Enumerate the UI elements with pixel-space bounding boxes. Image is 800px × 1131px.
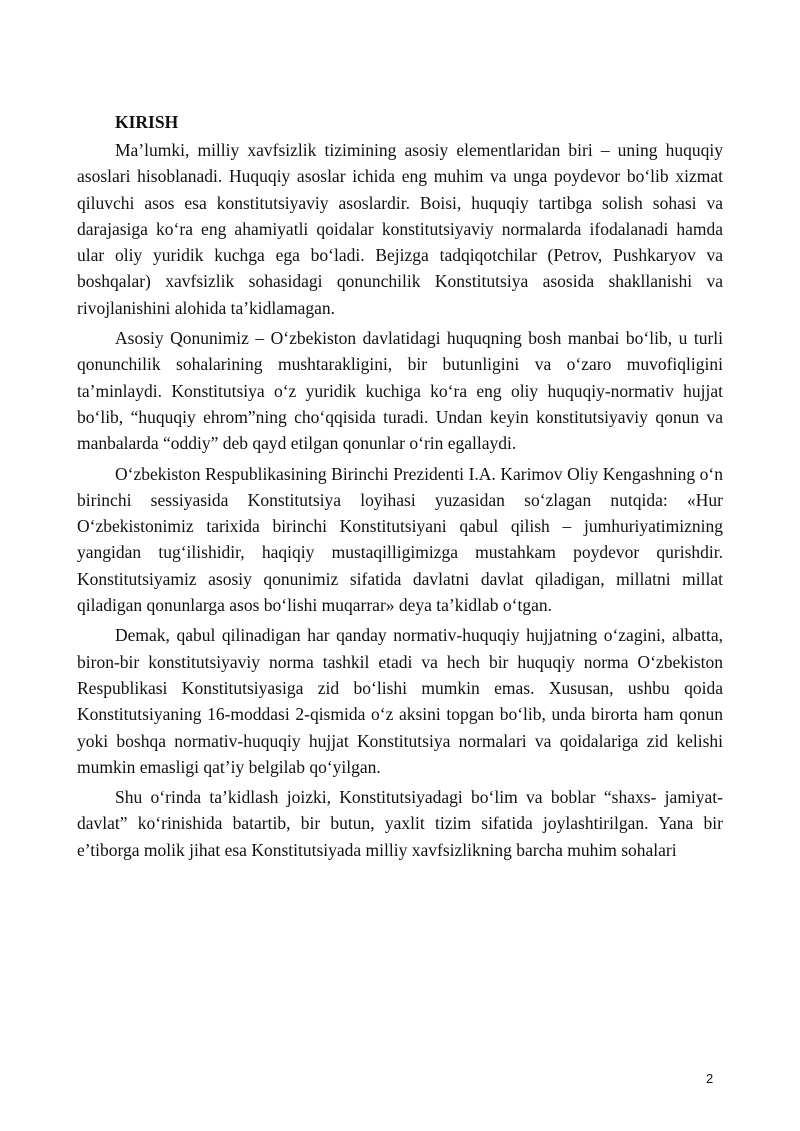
paragraph-3: O‘zbekiston Respublikasining Birinchi Prezidenti I.A. Karimov Oliy Kengashning o‘n birinchi sessiyasida Konstitutsiya loyihasi yuzasidan so‘zlagan nutqida: «Hur O‘zbekistonimiz tarixida birinchi Konstitutsiyani qabul qilish – jumhuriyatimizning yangidan tug‘ilishidir, haqiqiy mustaqilligimizga mustahkam poydevor qurishdir. Konstitutsiyamiz asosiy qonunimiz sifatida davlatni davlat qiladigan, millatni millat qiladigan qonunlarga asos bo‘lishi muqarrar» deya ta’kidlab o‘tgan. <box>77 463 723 616</box>
page-number: 2 <box>706 1071 714 1086</box>
page-content <box>77 108 723 867</box>
section-heading: KIRISH <box>115 112 179 132</box>
paragraph-5: Shu o‘rinda ta’kidlash joizki, Konstitutsiyadagi bo‘lim va boblar “shaxs- jamiyat-davlat” ko‘rinishida batartib, bir butun, yaxlit tizim sifatida joylashtirilgan. Yana bir e’tiborga molik jihat esa Konstitutsiyada milliy xavfsizlikning barcha muhim sohalari <box>77 787 723 860</box>
paragraph-2: Asosiy Qonunimiz – O‘zbekiston davlatidagi huquqning bosh manbai bo‘lib, u turli qonunchilik sohalarining mushtarakligini, bir butunligini va o‘zaro muvofiqligini ta’minlaydi. Konstitutsiya o‘z yuridik kuchiga ko‘ra eng oliy huquqiy-normativ hujjat bo‘lib, “huquqiy ehrom”ning cho‘qqisida turadi. Undan keyin konstitutsiyaviy qonun va manbalarda “oddiy” deb qayd etilgan qonunlar o‘rin egallaydi. <box>77 328 723 454</box>
paragraph-4: Demak, qabul qilinadigan har qanday normativ-huquqiy hujjatning o‘zagini, albatta, biron-bir konstitutsiyaviy norma tashkil etadi va hech bir huquqiy norma O‘zbekiston Respublikasi Konstitutsiyasiga zid bo‘lishi mumkin emas. Xususan, ushbu qoida Konstitutsiyaning 16-moddasi 2-qismida o‘z aksini topgan bo‘lib, unda birorta ham qonun yoki boshqa normativ-huquqiy hujjat Konstitutsiya normalari va qoidalariga zid kelishi mumkin emasligi qat’iy belgilab qo‘yilgan. <box>77 625 723 777</box>
paragraph-1: Ma’lumki, milliy xavfsizlik tizimining asosiy elementlaridan biri – uning huquqiy asoslari hisoblanadi. Huquqiy asoslar ichida eng muhim va unga poydevor bo‘lib xizmat qiluvchi asos esa konstitutsiyaviy asoslardir. Boisi, huquqiy tartibga solish sohasi va darajasiga ko‘ra eng ahamiyatli qoidalar konstitutsiyaviy normalarda ifodalanadi hamda ular oliy yuridik kuchga ega bo‘ladi. Bejizga tadqiqotchilar (Petrov, Pushkaryov va boshqalar) xavfsizlik sohasidagi qonunchilik Konstitutsiya asosida shakllanishi va rivojlanishini alohida ta’kidlamagan. <box>77 140 723 318</box>
